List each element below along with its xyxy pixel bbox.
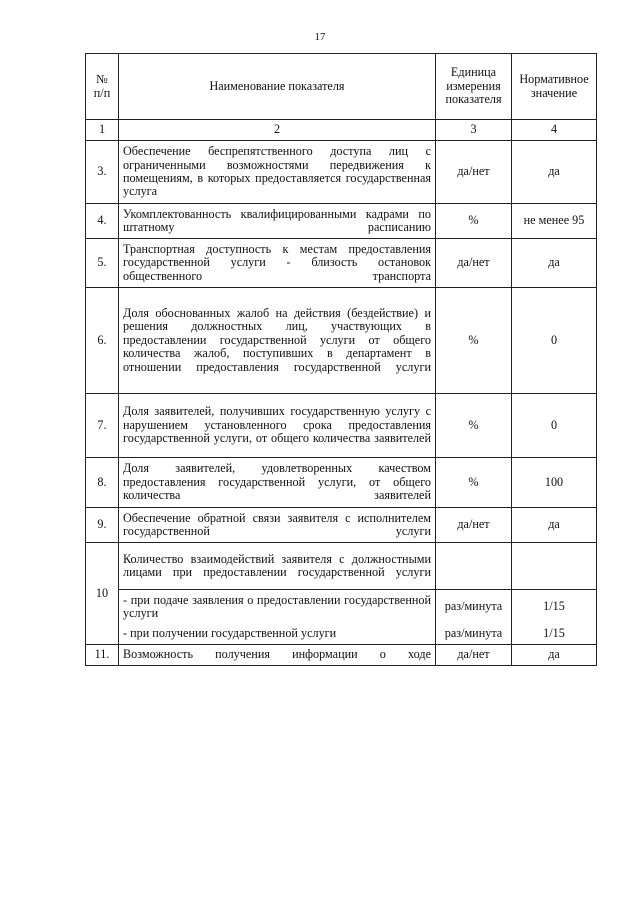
- table-row: [86, 394, 597, 458]
- table-row: [86, 288, 597, 394]
- indicators-table: [85, 53, 597, 666]
- row-number: 7.: [86, 394, 119, 458]
- row-number: 6.: [86, 288, 119, 394]
- indicator-unit: да/нет: [436, 645, 512, 666]
- indicator-unit-empty: [436, 543, 512, 590]
- table-row-group-header: [86, 543, 597, 590]
- indicator-norm: 1/15: [512, 624, 597, 645]
- header-unit: Единица измерения показателя: [436, 54, 512, 120]
- indicator-unit: раз/минута: [436, 590, 512, 625]
- table-subrow: [86, 590, 597, 625]
- indicator-unit: %: [436, 394, 512, 458]
- indicator-name: Транспортная доступность к местам предоставления государственной услуги - близость остановок общественного транспорта: [119, 239, 436, 288]
- indicator-name: Возможность получения информации о ходе: [119, 645, 436, 666]
- header-norm: Нормативное значение: [512, 54, 597, 120]
- header-num: № п/п: [86, 54, 119, 120]
- row-number: 3.: [86, 141, 119, 204]
- indicator-name: Количество взаимодействий заявителя с должностными лицами при предоставлении государственной услуги: [119, 543, 436, 590]
- row-number: 4.: [86, 204, 119, 239]
- indicator-norm: да: [512, 645, 597, 666]
- indicator-name: Доля заявителей, получивших государственную услугу с нарушением установленного срока предоставления государственной услуги, от общего количества заявителей: [119, 394, 436, 458]
- indicator-norm: 0: [512, 394, 597, 458]
- indicator-norm-empty: [512, 543, 597, 590]
- column-index: 3: [436, 120, 512, 141]
- indicator-norm: да: [512, 508, 597, 543]
- column-index: 2: [119, 120, 436, 141]
- indicator-norm: 100: [512, 458, 597, 508]
- indicator-subname: - при подаче заявления о предоставлении государственной услуги: [119, 590, 436, 625]
- header-name: Наименование показателя: [119, 54, 436, 120]
- table-row: [86, 204, 597, 239]
- indicator-name: Доля заявителей, удовлетворенных качеством предоставления государственной услуги, от общего количества заявителей: [119, 458, 436, 508]
- indicator-norm: да: [512, 239, 597, 288]
- indicator-unit: раз/минута: [436, 624, 512, 645]
- indicator-unit: %: [436, 288, 512, 394]
- indicator-unit: %: [436, 204, 512, 239]
- indicator-unit: да/нет: [436, 239, 512, 288]
- row-number: 11.: [86, 645, 119, 666]
- table-row: [86, 141, 597, 204]
- table-subrow: [86, 624, 597, 645]
- row-number: 10: [86, 543, 119, 645]
- row-number: 8.: [86, 458, 119, 508]
- indicator-unit: да/нет: [436, 508, 512, 543]
- indicator-norm: да: [512, 141, 597, 204]
- indicator-subname: - при получении государственной услуги: [119, 624, 436, 645]
- column-index: 1: [86, 120, 119, 141]
- indicator-name: Обеспечение беспрепятственного доступа лиц с ограниченными возможностями передвижения к помещениям, в которых предоставляется государственная услуга: [119, 141, 436, 204]
- row-number: 9.: [86, 508, 119, 543]
- indicator-unit: да/нет: [436, 141, 512, 204]
- indicator-norm: 0: [512, 288, 597, 394]
- row-number: 5.: [86, 239, 119, 288]
- page-number: 17: [314, 31, 326, 43]
- table-header-row: [86, 54, 597, 120]
- indicator-name: Обеспечение обратной связи заявителя с исполнителем государственной услуги: [119, 508, 436, 543]
- indicator-name: Укомплектованность квалифицированными кадрами по штатному расписанию: [119, 204, 436, 239]
- column-index: 4: [512, 120, 597, 141]
- indicator-norm: 1/15: [512, 590, 597, 625]
- table-row: [86, 458, 597, 508]
- table-row: [86, 508, 597, 543]
- table-row: [86, 645, 597, 666]
- column-index-row: [86, 120, 597, 141]
- indicator-name: Доля обоснованных жалоб на действия (бездействие) и решения должностных лиц, участвующих в предоставлении государственной услуги от общего количества жалоб, поступивших в департамент в отношении предоставления государственной услуги: [119, 288, 436, 394]
- indicator-unit: %: [436, 458, 512, 508]
- table-row: [86, 239, 597, 288]
- indicator-norm: не менее 95: [512, 204, 597, 239]
